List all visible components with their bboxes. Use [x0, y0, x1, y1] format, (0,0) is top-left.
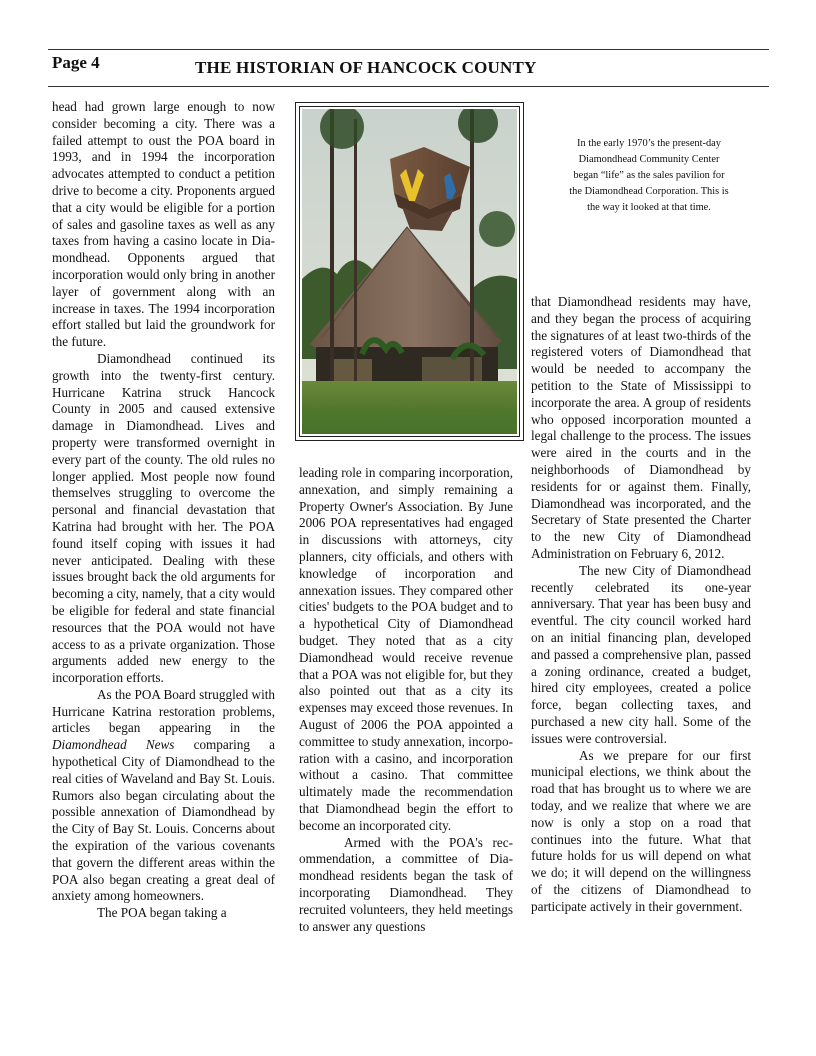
article-paragraph: leading role in comparing incorporation, annexation, and simply remaining a Property Owner's Association. By June 2006 POA representatives had engaged in discussions with attorneys, city planners, city officials, and others with knowledge of incorporation and annexation issues. They compared other cities' budgets to the POA budget and to a hypothetical City of Diamondhead budget. They noted that as a city Diamondhead would receive revenue that a POA was not eligible for, but they also pointed out that as a city its expenses may exceed those revenues. In August of 2006 the POA appointed a committee to study annexation, incorporation with a casino, and incorporation without a casino. That committee ultimately made the recommendation that Diamondhead begin the effort to become an incorporated city.	[299, 465, 513, 833]
article-column-1	[52, 99, 275, 995]
article-column-3	[531, 294, 751, 984]
community-center-photo	[302, 109, 517, 434]
article-paragraph: Diamondhead continued its growth into the twenty-first century. Hurricane Katrina struck Hancock County in 2005 and caused extensive damage in Diamondhead. Lives and property were transformed overnight in every part of the county. The old rules no longer applied. Most people now found themselves struggling to overcome the personal and financial devastation that Katrina had brought with her. The POA found itself coping with issues it had never anticipated. Dealing with these issues brought back the old arguments for becoming a city, namely, that a city would be eligible for federal and state financial resources that the POA would not have access to as a private organization. Those arguments added new energy to the incorporation efforts.	[52, 350, 275, 686]
article-column-2	[299, 465, 513, 995]
paragraph-text: As the POA Board struggled with Hurricane Katrina restoration problems, articles began appearing in the	[52, 686, 275, 736]
article-paragraph: The POA began taking a	[97, 905, 227, 921]
article-paragraph: that Diamondhead residents may have, and they began the process of acquiring the signatures of at least two-thirds of the registered voters of Diamondhead that would be needed to accompany the petition to the State of Mississippi to incorporate the area. A group of residents who opposed incorporation mounted a legal challenge to the process. The issues were aired in the courts and in the neighborhoods of Diamondhead by residents for or against them. Finally, Diamondhead was incorporated, and the Secretary of State presented the Charter to the new City of Diamondhead Administration on February 6, 2012.	[531, 294, 751, 561]
article-paragraph: The new City of Diamondhead recently celebrated its one-year anniversary. That year has been busy and eventful. The city council worked hard on an initial financing plan, developed and passed a comprehensive plan, passed a zoning ordinance, created a budget, hired city employees, created a police force, began collecting taxes, and purchased a new city hall. Some of the issues were controversial.	[531, 562, 751, 746]
header-bottom-rule	[48, 86, 769, 87]
page-number: Page 4	[52, 53, 100, 72]
header-top-rule	[48, 49, 769, 50]
article-paragraph: As we prepare for our first municipal elections, we think about the road that has brought us to where we are today, and we realize that where we are now is only a stop on a road that continues into the future. What that future holds for us will depend on what we do; it will depend on the willingness of the citizens of Diamondhead to participate actively in their government.	[531, 747, 751, 914]
article-paragraph	[52, 687, 275, 905]
paragraph-text: comparing a hypothetical City of Diamondhead to the real cities of Waveland and Bay St. Louis. Rumors also began circulating about the possible annexation of Diamondhead by the City of Bay St. Louis. Concerns about the expiration of the various covenants that govern the different areas within the POA also began creating a great deal of anxiety among homeowners.	[52, 737, 275, 904]
newspaper-title: Diamondhead News	[52, 737, 175, 753]
publication-title: THE HISTORIAN OF HANCOCK COUNTY	[195, 58, 537, 77]
article-paragraph: head had grown large enough to now consider becoming a city. There was a failed attempt to oust the POA board in 1993, and in 1994 the incorporation advocates attempted to conduct a petition drive to become a city. Proponents argued that a city would be eligible for a portion of sales and gasoline taxes as well as any taxes from having a casino locate in Diamondhead. Opponents argued that incorporation would only bring in another layer of government along with an increase in taxes. The 1994 incorporation effort stalled but laid the groundwork for the future.	[52, 99, 275, 350]
photo-frame	[295, 102, 524, 441]
photo-caption: In the early 1970’s the present-day Diamondhead Community Center began “life” as the sales pavilion for the Diamondhead Corporation. This is the way it looked at that time.	[569, 138, 729, 214]
article-paragraph: Armed with the POA's recommendation, a committee of Diamondhead residents began the task of incorporating Diamondhead. They recruited volunteers, they held meetings to answer any questions	[299, 834, 513, 934]
